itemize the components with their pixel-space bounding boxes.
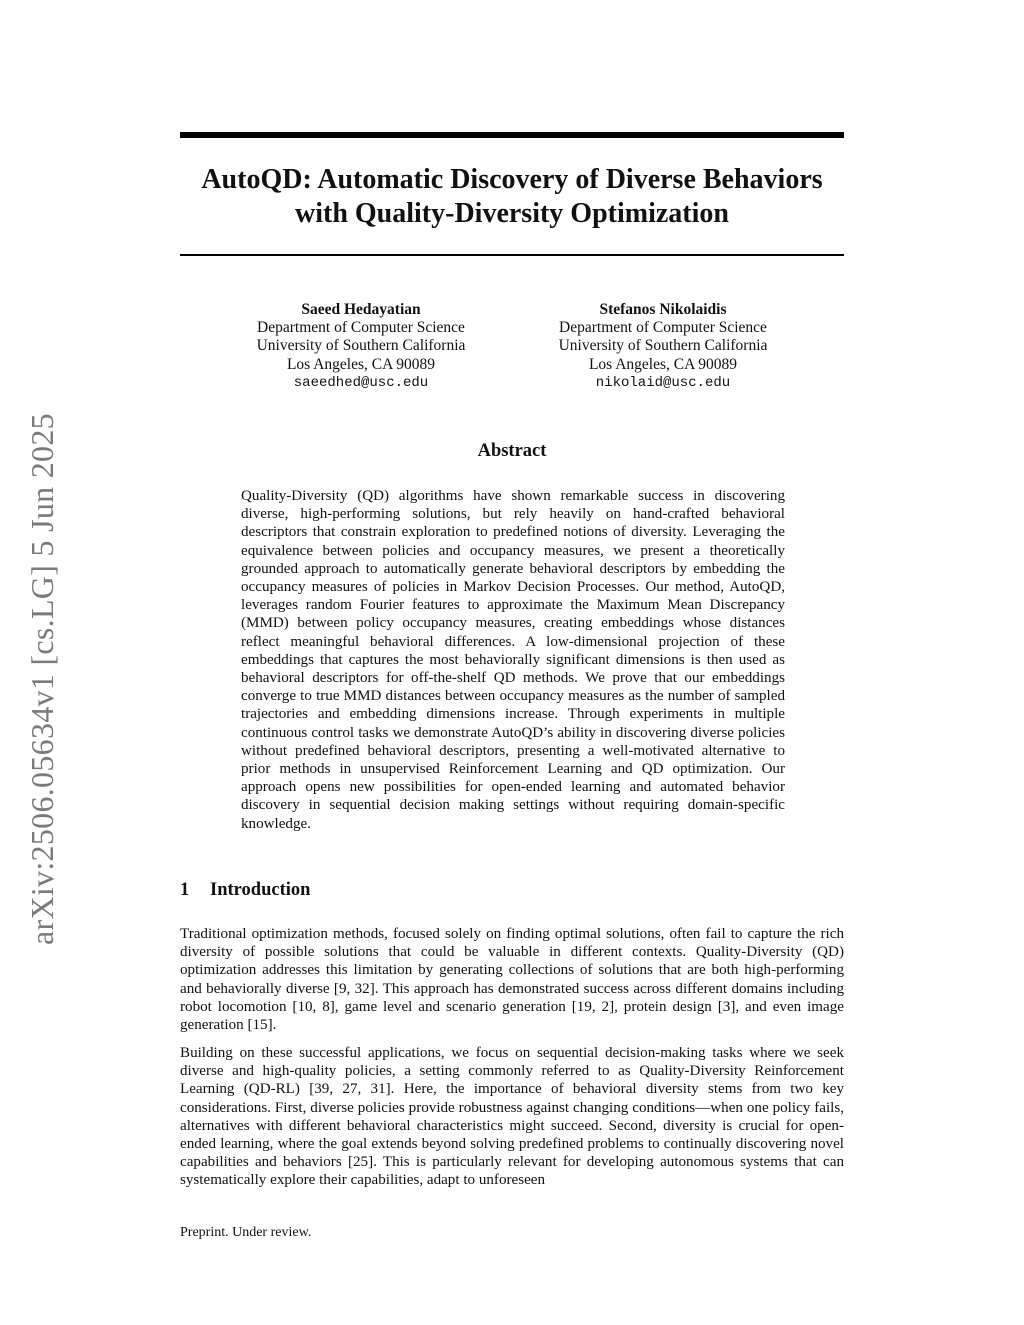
preprint-footer: Preprint. Under review.: [180, 1225, 312, 1240]
abstract-text: Quality-Diversity (QD) algorithms have shown remarkable success in discovering diverse, high-performing solutions, but rely heavily on hand-crafted behavioral descriptors that constrain exploration to predefined notions of diversity. Leveraging the equivalence between policies and occupancy measures, we present a theoretically grounded approach to automatically generate behavioral descriptors by embedding the occupancy measures of policies in Markov Decision Processes. Our method, AutoQD, leverages random Fourier features to approximate the Maximum Mean Discrepancy (MMD) between policy occupancy measures, creating embeddings whose distances reflect meaningful behavioral differences. A low-dimensional projection of these embeddings that captures the most behaviorally significant dimensions is then used as behavioral descriptors for off-the-shelf QD methods. We prove that our embeddings converge to true MMD distances between occupancy measures as the number of sampled trajectories and embedding dimensions increase. Through experiments in multiple continuous control tasks we demonstrate AutoQD’s ability in discovering diverse policies without predefined behavioral descriptors, presenting a well-motivated alternative to prior methods in unsupervised Reinforcement Learning and QD optimization. Our approach opens new possibilities for open-ended learning and automated behavior discovery in sequential decision making settings without requiring domain-specific knowledge.: [241, 488, 785, 832]
author-block-1: [211, 301, 511, 392]
title-top-rule: [180, 132, 844, 138]
author-name: Stefanos Nikolaidis: [599, 301, 727, 318]
abstract-heading: Abstract: [477, 441, 547, 461]
author-block-2: [513, 301, 813, 392]
paper-title: [180, 163, 844, 231]
author-location: Los Angeles, CA 90089: [286, 355, 436, 373]
author-email[interactable]: saeedhed@usc.edu: [293, 374, 429, 391]
paper-title-line-1: AutoQD: Automatic Discovery of Diverse Behaviors: [201, 164, 823, 195]
title-bottom-rule: [180, 254, 844, 256]
section-title: Introduction: [210, 880, 311, 900]
author-location: Los Angeles, CA 90089: [588, 355, 738, 373]
author-institution: University of Southern California: [558, 337, 768, 355]
author-email[interactable]: nikolaid@usc.edu: [595, 374, 731, 391]
paper-title-line-2: with Quality-Diversity Optimization: [295, 198, 729, 229]
arxiv-identifier-stamp[interactable]: arXiv:2506.05634v1 [cs.LG] 5 Jun 2025: [24, 413, 60, 945]
author-department: Department of Computer Science: [257, 319, 465, 337]
introduction-paragraph-2: Building on these successful applications, we focus on sequential decision-making tasks where we seek diverse and high-quality policies, a setting commonly referred to as Quality-Diversity Reinforcement Learning (QD-RL) [39, 27, 31]. Here, the importance of behavioral diversity stems from two key considerations. First, diverse policies provide robustness against changing conditions—when one policy fails, alternatives with different behavioral characteristics might succeed. Second, diversity is crucial for open-ended learning, where the goal extends beyond solving predefined problems to continually discovering novel capabilities and behaviors [25]. This is particularly relevant for developing autonomous systems that can systematically explore their capabilities, adapt to unforeseen: [180, 1045, 844, 1189]
author-institution: University of Southern California: [256, 337, 466, 355]
author-department: Department of Computer Science: [559, 319, 767, 337]
section-heading-introduction: [180, 879, 310, 901]
section-number: 1: [180, 880, 190, 900]
author-name: Saeed Hedayatian: [301, 301, 421, 318]
introduction-paragraph-1: Traditional optimization methods, focused solely on finding optimal solutions, often fail to capture the rich diversity of possible solutions that could be valuable in different contexts. Quality-Diversity (QD) optimization addresses this limitation by generating collections of solutions that are both high-performing and behaviorally diverse [9, 32]. This approach has demonstrated success across different domains including robot locomotion [10, 8], game level and scenario generation [19, 2], protein design [3], and even image generation [15].: [180, 926, 844, 1034]
